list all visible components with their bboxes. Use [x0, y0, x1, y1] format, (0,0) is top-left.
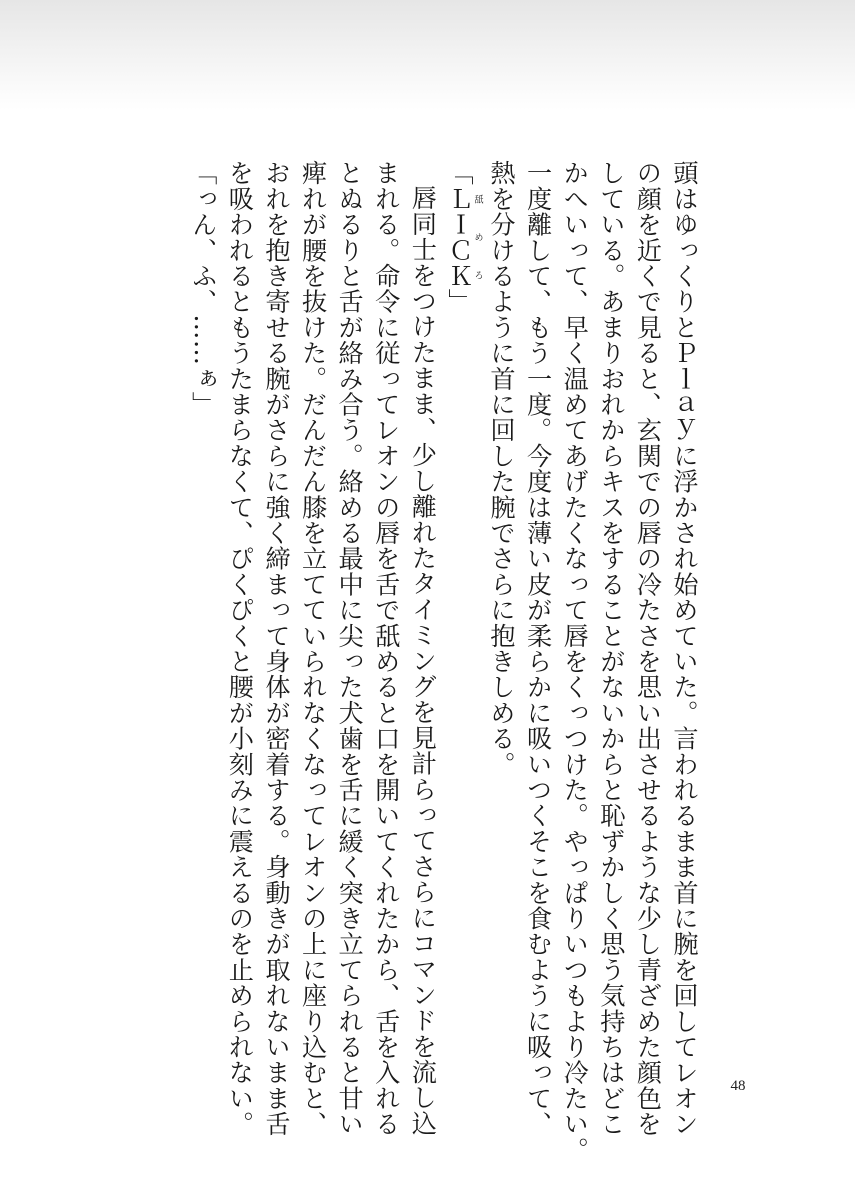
body-text [152, 160, 702, 1163]
command-ruby: 舐めろ [472, 185, 483, 289]
text-column-4: かへいって、早く温めてあげたくなって唇をくっつけた。やっぱりいつもより冷たい。 [560, 160, 590, 1163]
command-close-bracket: 」 [444, 288, 474, 315]
text-column-12: を吸われるともうたまらなくて、ぴくぴくと腰が小刻みに震えるのを止められない。 [225, 160, 255, 1137]
text-column-1: 頭はゆっくりとＰｌａｙに浮かされ始めていた。言われるまま首に腕を回してレオン [670, 160, 699, 1137]
text-column-7: 唇同士をつけたまま、少し離れたタイミングを見計らってさらにコマンドを流し込 [408, 185, 438, 1137]
command-word [444, 185, 483, 289]
command-dialogue [440, 160, 482, 1040]
text-column-5: 一度離して、もう一度。今度は薄い皮が柔らかに吸いつくそこを食むように吸って、 [523, 160, 553, 1137]
text-column-3: している。あまりおれからキスをすることがないからと恥ずかしく思う気持ちはどこ [596, 160, 626, 1137]
command-word-text: ＬＩＣＫ [444, 185, 474, 289]
dialogue-line: 「っん、ふ、……ぁ」 [188, 160, 218, 417]
scan-shadow [0, 0, 855, 110]
text-column-11: おれを抱き寄せる腕がさらに強く締まって身体が密着する。身動きが取れないまま舌 [261, 160, 291, 1137]
text-column-6: 熱を分けるように首に回した腕でさらに抱きしめる。 [487, 160, 517, 777]
text-column-9: とぬるりと舌が絡み合う。絡める最中に尖った犬歯を舌に緩く突き立てられると甘い [335, 160, 365, 1137]
command-open-bracket: 「 [444, 160, 474, 186]
text-column-8: まれる。命令に従ってレオンの唇を舌で舐めると口を開いてくれたから、舌を入れる [371, 160, 401, 1137]
page-number: 48 [730, 1078, 746, 1094]
text-column-2: の顔を近くで見ると、玄関での唇の冷たさを思い出させるような少し青ざめた顔色を [633, 160, 663, 1137]
text-column-10: 痺れが腰を抜けた。だんだん膝を立てていられなくなってレオンの上に座り込むと、 [298, 160, 328, 1137]
